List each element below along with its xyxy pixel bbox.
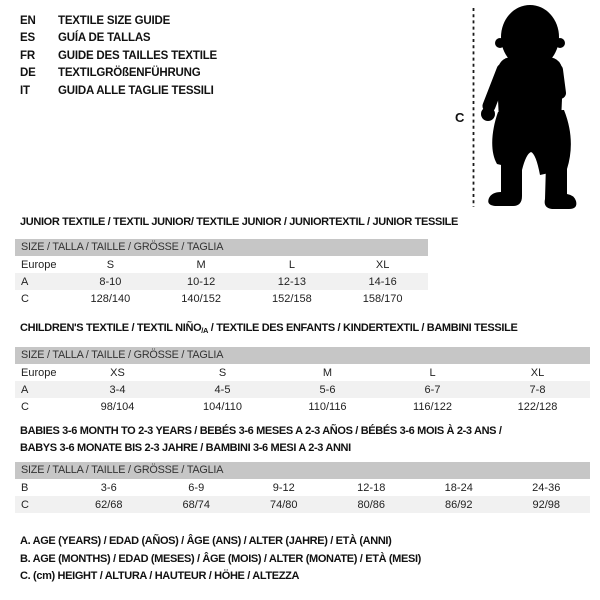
table-cell: 86/92 [444, 498, 473, 511]
table-cell: 80/86 [357, 498, 386, 511]
table-cell: 12-13 [277, 275, 306, 288]
table-cell: 68/74 [182, 498, 211, 511]
row-label: C [21, 400, 29, 413]
table-row [15, 381, 590, 398]
table-cell: L [288, 258, 295, 271]
table-row [15, 398, 590, 415]
table-row [15, 256, 428, 273]
row-label: Europe [21, 258, 57, 271]
table-cell: 152/158 [271, 292, 312, 305]
row-label: C [21, 498, 29, 511]
table-cell: 3-4 [109, 383, 126, 396]
lang-row-en [20, 12, 217, 30]
table-cell: L [429, 366, 436, 379]
table-cell: 8-10 [99, 275, 122, 288]
junior-table-title: JUNIOR TEXTILE / TEXTIL JUNIOR/ TEXTILE JUNIOR / JUNIORTEXTIL / JUNIOR TESSILE [20, 216, 459, 228]
lang-label: GUIDE DES TAILLES TEXTILE [58, 49, 217, 62]
row-label: Europe [21, 366, 57, 379]
legend-notes [20, 533, 421, 586]
toddler-silhouette-icon [481, 5, 576, 209]
table-cell: 5-6 [319, 383, 336, 396]
table-row [15, 290, 428, 307]
children-table-title [20, 322, 517, 335]
table-cell: 140/152 [181, 292, 221, 305]
table-cell: 128/140 [90, 292, 131, 305]
table-cell: 18-24 [444, 481, 473, 494]
junior-table [15, 239, 428, 307]
title-text: / TEXTILE DES ENFANTS / KINDERTEXTIL / BAMBINI TESSILE [208, 322, 518, 334]
lang-row-es [20, 30, 217, 48]
row-label: A [21, 383, 29, 396]
title-line-1: BABIES 3-6 MONTH TO 2-3 YEARS / BEBÉS 3-6 MESES A 2-3 AÑOS / BÉBÉS 3-6 MOIS À 2-3 ANS / [20, 425, 502, 437]
table-cell: XL [530, 366, 545, 379]
table-row [15, 364, 590, 381]
table-cell: M [322, 366, 333, 379]
lang-row-it [20, 82, 217, 100]
lang-label: GUÍA DE TALLAS [58, 32, 151, 45]
babies-table-title [20, 423, 502, 456]
table-cell: 6-9 [188, 481, 205, 494]
note-age-years: A. AGE (YEARS) / EDAD (AÑOS) / ÂGE (ANS) / ALTER (JAHRE) / ETÀ (ANNI) [20, 535, 392, 547]
lang-label: GUIDA ALLE TAGLIE TESSILI [58, 84, 214, 97]
table-cell: 14-16 [368, 275, 397, 288]
height-measure-label: C [455, 110, 465, 125]
children-table [15, 347, 590, 415]
size-header-bar: SIZE / TALLA / TAILLE / GRÖSSE / TAGLIA [15, 239, 428, 256]
table-cell: M [196, 258, 206, 271]
table-row [15, 496, 590, 513]
row-label: C [21, 292, 29, 305]
lang-row-de [20, 65, 217, 83]
table-row [15, 273, 428, 290]
table-cell: XL [375, 258, 390, 271]
lang-code: DE [20, 67, 36, 80]
row-label: A [21, 275, 29, 288]
title-line-2: BABYS 3-6 MONATE BIS 2-3 JAHRE / BAMBINI 3-6 MESI A 2-3 ANNI [20, 441, 351, 454]
table-cell: 92/98 [532, 498, 561, 511]
table-cell: 158/170 [362, 292, 403, 305]
table-cell: 74/80 [269, 498, 298, 511]
size-header-bar: SIZE / TALLA / TAILLE / GRÖSSE / TAGLIA [15, 347, 590, 364]
table-cell: 3-6 [100, 481, 117, 494]
table-cell: 116/122 [413, 400, 452, 413]
table-cell: 24-36 [532, 481, 561, 494]
note-height-cm: C. (cm) HEIGHT / ALTURA / HAUTEUR / HÖHE / ALTEZZA [20, 570, 300, 582]
table-cell: 62/68 [94, 498, 123, 511]
babies-table [15, 462, 590, 513]
table-cell: 10-12 [187, 275, 216, 288]
table-cell: 98/104 [100, 400, 135, 413]
title-subscript: /A [201, 326, 209, 335]
row-label: B [21, 481, 29, 494]
table-cell: 4-5 [214, 383, 231, 396]
lang-code: FR [20, 49, 35, 62]
lang-label: TEXTILE SIZE GUIDE [58, 14, 171, 27]
lang-label: TEXTILGRÖßENFÜHRUNG [58, 67, 201, 80]
table-cell: 110/116 [308, 400, 347, 413]
toddler-figure [450, 0, 600, 215]
table-cell: S [106, 258, 115, 271]
title-text: CHILDREN'S TEXTILE / TEXTIL NIÑO [20, 322, 202, 334]
size-header-bar: SIZE / TALLA / TAILLE / GRÖSSE / TAGLIA [15, 462, 590, 479]
lang-code: ES [20, 32, 35, 45]
table-cell: XS [110, 366, 125, 379]
table-cell: 9-12 [272, 481, 295, 494]
table-cell: S [218, 366, 227, 379]
lang-code: EN [20, 14, 36, 27]
table-cell: 122/128 [517, 400, 558, 413]
note-age-months: B. AGE (MONTHS) / EDAD (MESES) / ÂGE (MOIS) / ALTER (MONATE) / ETÀ (MESI) [20, 552, 421, 565]
table-cell: 7-8 [529, 383, 546, 396]
table-cell: 12-18 [357, 481, 386, 494]
table-cell: 104/110 [203, 400, 242, 413]
lang-code: IT [20, 84, 30, 97]
language-title-list [20, 12, 217, 100]
lang-row-fr [20, 47, 217, 65]
table-row [15, 479, 590, 496]
table-cell: 6-7 [424, 383, 441, 396]
